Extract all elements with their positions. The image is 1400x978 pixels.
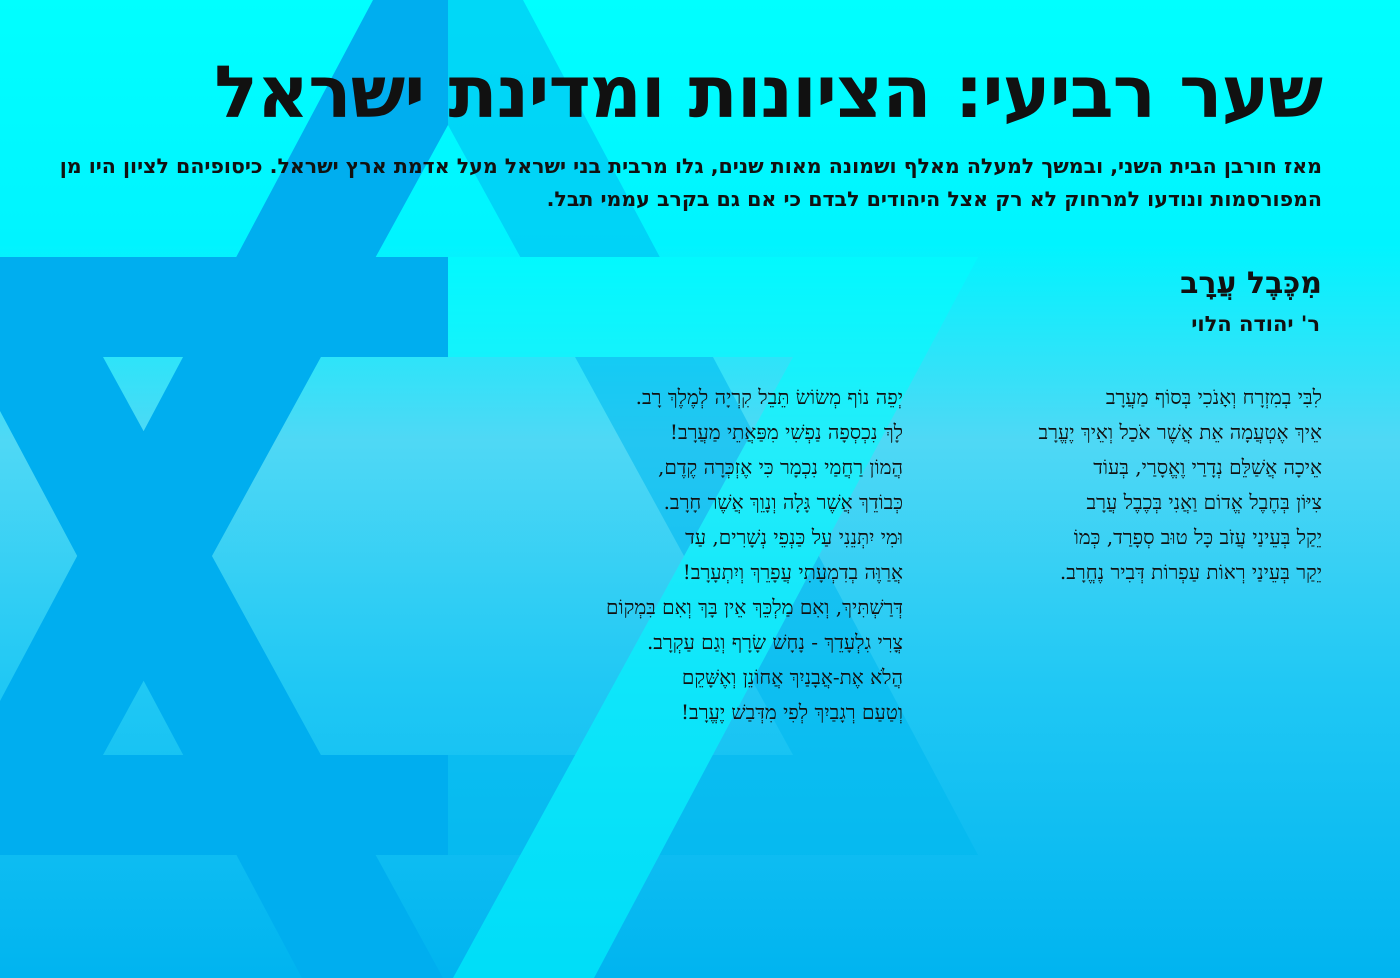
poem-line: כְּבוֹדֵךְ אֲשֶׁר גָּלָה וְנָוֵךְ אֲשֶׁר חָרָב.: [663, 490, 903, 514]
poem-line: אֲרַוֶּה בְדִמְעָתִי עֲפָרֵךְ וְיִתְעָרָב!: [682, 560, 903, 584]
poem-line: אֵיכָה אֲשַׁלֵּם נְדָרַי וֶאֱסָרַי, בְּעוֹד: [1093, 455, 1322, 479]
poem-line: וּמִי יִתְּנֵנִי עַל כַּנְפֵי נְשָׁרִים, עַד: [685, 525, 903, 549]
poem-line: צִיּוֹן בְּחֶבֶל אֱדוֹם וַאֲנִי בְּכֶבֶל עֲרָב: [1086, 490, 1322, 514]
poem-title: מִכֶּבֶל עֲרָב: [1180, 266, 1322, 301]
poem-line: לִבִּי בְמִזְרָח וְאָנֹכִי בְּסוֹף מַעֲרָב: [1105, 385, 1322, 409]
poem-line: הֲלֹא אֶת-אֲבָנַיִךְ אֲחוֹנֵן וְאֶשָּׁקֵם: [681, 665, 903, 689]
poem-line: יֵקַר בְּעֵינַי רְאוֹת עַפְרוֹת דְּבִיר נֶחֱרָב.: [1059, 560, 1322, 584]
poem-stanza-2: [606, 380, 903, 730]
poem-author: ר' יהודה הלוי: [1191, 312, 1320, 336]
poem-line: צֳרִי גִלְעָדֵךְ - נָחָשׁ שָׂרָף וְגַם עַקְרָב.: [646, 630, 903, 654]
poem-line: לָךְ נִכְסְפָה נַפְשִׁי מִפַּאֲתֵי מַעֲרָב!: [669, 420, 903, 444]
page-title: שער רביעי: הציונות ומדינת ישראל: [214, 50, 1322, 134]
poem-line: דְּרַשְׁתִּיךְ, וְאִם מַלְכֵּךְ אֵין בָּךְ וְאִם בִּמְקוֹם: [606, 595, 903, 619]
poem-line: אֵיךְ אֶטְעֲמָה אֵת אֲשֶׁר אֹכַל וְאֵיךְ יֶעֱרָב: [1038, 420, 1322, 444]
poem-line: וְטַעַם רְגָבַיִךְ לְפִי מִדְּבַשׁ יֶעֱרָב!: [681, 700, 903, 724]
poem-stanza-1: [1038, 380, 1322, 590]
poem-line: יְפֵה נוֹף מְשׂוֹשׂ תֵּבֵל קִרְיָה לְמֶלֶךְ רָב.: [635, 385, 903, 409]
poem-line: הֲמוֹן רַחֲמַי נִכְמָר כִּי אֶזְכְּרָה קֶדֶם,: [658, 455, 903, 479]
poem-line: יֵקַל בְּעֵינַי עֲזֹב כָּל טוּב סְפָרַד, כְּמוֹ: [1073, 525, 1322, 549]
intro-paragraph: מאז חורבן הבית השני, ובמשך למעלה מאלף ושמונה מאות שנים, גלו מרבית בני ישראל מעל אדמת ארץ ישראל. כיסופיהם לציון היו מן המפורסמות ונודעו למרחוק לא רק אצל היהודים לבדם כי אם גם בקרב עממי תבל.: [59, 154, 1322, 211]
